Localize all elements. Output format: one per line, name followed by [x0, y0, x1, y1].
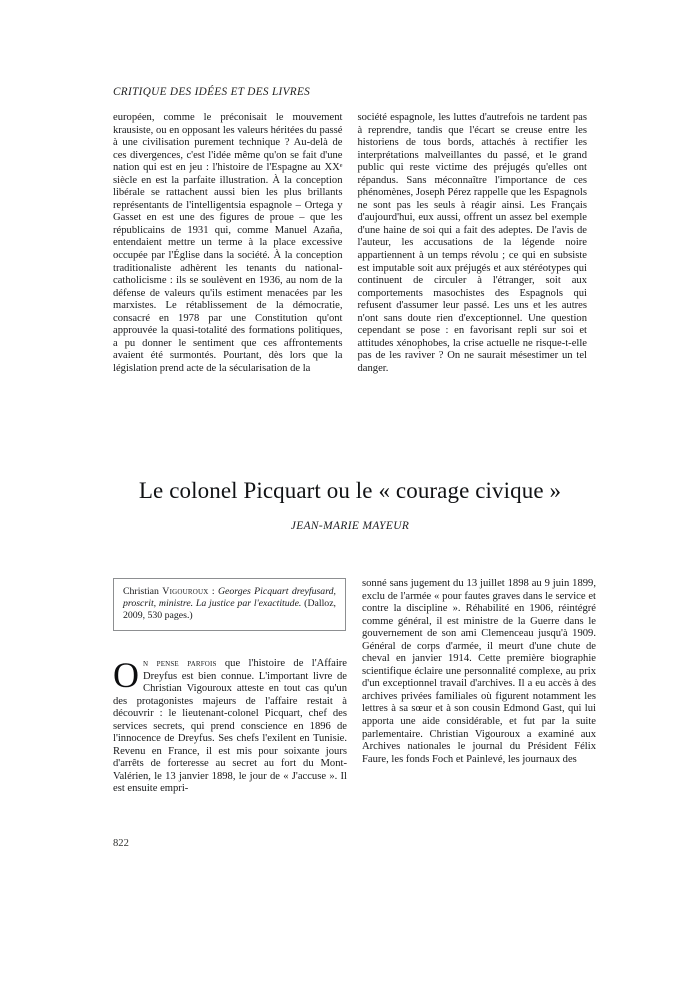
article-body-right-paragraph: sonné sans jugement du 13 juillet 1898 au 9 juin 1899, exclu de l'armée « pour fautes graves dans le service et contre la discipline ». Réhabilité en 1906, réintégré comme général, il est ministre de la Guerre dans le gouvernement de son ami Clemenceau jusqu'à 1909. Général de corps d'armée, il meurt d'une chute de cheval en janvier 1914. Cette première biographie scientifique éclaire une personnalité complexe, au prix d'un exceptionnel travail d'archives. Il a eu accès à des archives privées familiales où figurent notamment les lettres à sa sœur et à son cousin Edmond Gast, qui lui apporta une aide considérable, et fut par la suite parlementaire. Christian Vigouroux a examiné aux Archives nationales le journal du Président Félix Faure, les fonds Foch et Painlevé, les journaux des — [362, 578, 596, 765]
review-continuation-columns — [113, 112, 587, 375]
article-body-left-column — [113, 655, 347, 796]
review-right-column — [358, 112, 588, 375]
article-title: Le colonel Picquart ou le « courage civique » — [138, 478, 562, 504]
article-author: JEAN-MARIE MAYEUR — [290, 520, 410, 532]
book-reference-text — [123, 586, 336, 622]
page-number: 822 — [113, 838, 129, 849]
review-right-paragraph: société espagnole, les luttes d'autrefois ne tardent pas à reprendre, tandis que l'écart se creuse entre les historiens de tous bords, attachés à rectifier les interprétations malveillantes du passé, et le grand public qui reste victime des préjugés qu'elles ont répandus. Sans méconnaître l'importance de ces phénomènes, Joseph Pérez rappelle que les Espagnols ne sont pas les seuls à réagir ainsi. Les Français d'aujourd'hui, eux aussi, offrent un assez bel exemple d'une haine de soi qui a fait des adeptes. De l'avis de l'auteur, les accusations de la légende noire appartiennent à un temps révolu ; ce qui en subsiste est imputable soit aux préjugés et aux stéréotypes qui continuent de circuler à l'étranger, soit aux comportements masochistes des Espagnols qui refusent d'assumer leur passé. Les uns et les autres n'ont sans doute rien d'exceptionnel. Une question cependant se pose : en favorisant repli sur soi et attitudes xénophobes, la crise actuelle ne risque-t-elle pas de les raviver ? On ne saurait mésestimer un tel danger. — [357, 112, 587, 374]
article-body-left-paragraph — [113, 655, 347, 796]
article-body-right-column — [362, 578, 596, 766]
article-body-left-rest: que l'histoire de l'Affaire Dreyfus est bien connue. L'important livre de Christian Vigouroux atteste en tout cas qu'un des protagonistes majeurs de l'affaire restait à découvrir : le lieutenant-colonel Picquart, chef des services secrets, qui prend conscience en 1896 de l'innocence de Dreyfus. Ses chefs l'exilent en Tunisie. Revenu en France, il est mis pour soixante jours d'arrêts de forteresse au secret au fort du Mont-Valérien, le 13 janvier 1898, le jour de « J'accuse ». Il est ensuite empri- — [113, 658, 347, 795]
running-head: CRITIQUE DES IDÉES ET DES LIVRES — [113, 86, 311, 98]
drop-cap: O — [113, 655, 139, 695]
reference-publication: (Dalloz, 2009, 530 pages.) — [123, 597, 337, 621]
reference-author-first: Christian — [123, 586, 163, 597]
review-left-paragraph: européen, comme le préconisait le mouvement krausiste, ou en opposant les valeurs héritées du passé à une civilisation purement technique ? Au-delà de ces divergences, c'est l'idée même qu'on se fait d'une nation qui est en jeu : l'histoire de l'Espagne au XXᵉ siècle en est la parfaite illustration. À la conception libérale se rattachent aussi bien les plus brillants représentants de l'intelligentsia espagnole – Ortega y Gasset en est une des figures de proue – que les républicains de 1931 qui, comme Manuel Azaña, entendaient mettre un terme à la place excessive occupée par l'Église dans la société. À la conception traditionaliste adhèrent les tenants du national-catholicisme : ils se soulèvent en 1936, au nom de la défense de valeurs qu'ils estiment menacées par les marxistes. Le rétablissement de la démocratie, consacré en 1978 par une Constitution qu'ont approuvée la quasi-totalité des formations politiques, a pu donner le sentiment que ces affrontements avaient été surmontés. Pourtant, dès lors que la législation prend acte de la sécularisation de la — [113, 112, 343, 374]
lead-small-caps: n pense parfois — [143, 658, 217, 669]
reference-author-last: Vigouroux — [162, 586, 209, 597]
reference-separator: : — [208, 586, 218, 597]
reference-work-title: Georges Picquart dreyfusard, proscrit, ministre. La justice par l'exactitude. — [123, 586, 337, 609]
review-left-column — [113, 112, 343, 375]
book-reference-box — [113, 578, 346, 631]
